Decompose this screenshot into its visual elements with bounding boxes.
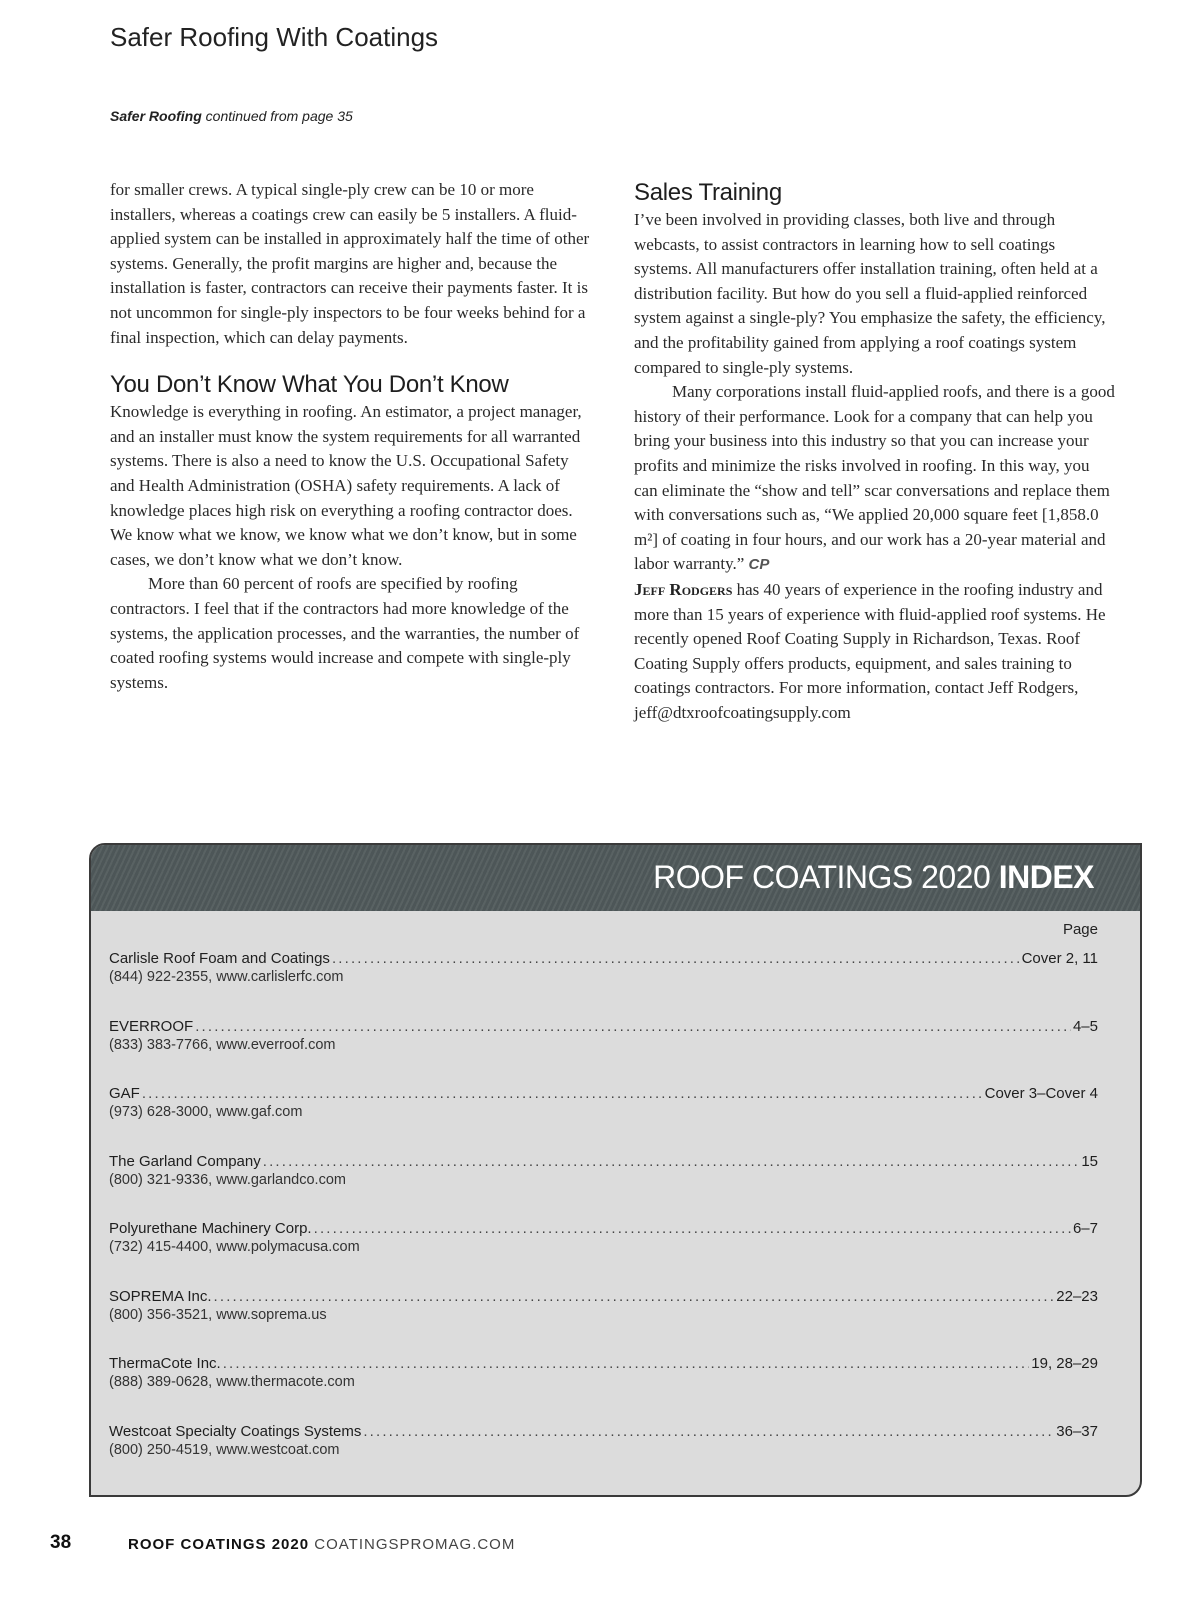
advertiser-page: Cover 2, 11 (1021, 950, 1098, 967)
advertiser-contact: (800) 321-9336, www.garlandco.com (109, 1171, 346, 1188)
dot-leader (332, 949, 1020, 968)
publication-name: ROOF COATINGS 2020 (128, 1536, 310, 1553)
advertiser-contact: (800) 250-4519, www.westcoat.com (109, 1441, 340, 1458)
left-paragraph-2: Knowledge is everything in roofing. An estimator, a project manager, and an installer must know the system requirements for all warranted systems. There is also a need to know the U.S. Occupational Safety and Health Administration (OSHA) safety requirements. A lack of knowledge places high risk on everything a roofing contractor does. We know what we know, we know what we don’t know, but in some cases, we don’t know what we don’t know. (110, 402, 582, 569)
advertiser-name: GAF (109, 1085, 140, 1102)
publication-site: COATINGSPROMAG.COM (314, 1536, 516, 1553)
dot-leader (263, 1152, 1080, 1171)
index-entry (109, 1017, 1098, 1085)
continued-note (110, 108, 353, 124)
index-entry (109, 1354, 1098, 1422)
page-number: 38 (50, 1532, 72, 1553)
continued-text: continued from page 35 (205, 108, 353, 124)
advertiser-page: 22–23 (1056, 1287, 1098, 1305)
advertiser-page: 19, 28–29 (1031, 1355, 1098, 1372)
advertiser-page: 4–5 (1072, 1017, 1098, 1035)
dot-leader (223, 1354, 1030, 1373)
advertiser-name: The Garland Company (109, 1152, 261, 1170)
advertiser-contact: (973) 628-3000, www.gaf.com (109, 1104, 303, 1120)
running-head: Safer Roofing With Coatings (110, 22, 439, 52)
advertiser-name: Carlisle Roof Foam and Coatings (109, 950, 330, 967)
index-entry (109, 1084, 1098, 1152)
advertiser-page: Cover 3–Cover 4 (984, 1085, 1098, 1102)
section-heading-knowledge: You Don’t Know What You Don’t Know (110, 371, 509, 399)
continued-title: Safer Roofing (110, 108, 202, 124)
author-name: Jeff Rodgers (634, 579, 733, 599)
advertiser-name: ThermaCote Inc. (109, 1355, 221, 1372)
page-column-label: Page (1062, 921, 1098, 938)
index-entry (109, 949, 1098, 1017)
right-column (634, 178, 1116, 725)
left-paragraph-1: for smaller crews. A typical single-ply crew can be 10 or more installers, whereas a coatings crew can easily be 5 installers. A fluid-applied system can be installed in approximately half the time of other systems. Generally, the profit margins are higher and, because the installation is faster, contractors can receive their payments faster. It is not uncommon for single-ply inspectors to be four weeks behind for a final inspection, which can delay payments. (110, 180, 590, 347)
left-column (110, 178, 592, 695)
author-bio-text: has 40 years of experience in the roofing industry and more than 15 years of experience with fluid-applied roof systems. He recently opened Roof Coating Supply in Richardson, Texas. Roof Coating Supply offers products, equipment, and sales training to coatings contractors. For more information, contact Jeff Rodgers, jeff@dtxroofcoatingsupply.com (634, 579, 1106, 722)
advertiser-name: EVERROOF (109, 1017, 194, 1035)
advertiser-contact: (732) 415-4400, www.polymacusa.com (109, 1239, 360, 1255)
index-title (653, 859, 1094, 896)
index-entry (109, 1152, 1098, 1220)
advertiser-page: 15 (1081, 1152, 1098, 1170)
advertiser-name: SOPREMA Inc. (109, 1287, 212, 1305)
end-mark: CP (748, 556, 770, 574)
index-title-light: ROOF COATINGS 2020 (653, 859, 991, 895)
footer-publication (128, 1536, 515, 1553)
index-entry (109, 1287, 1098, 1355)
left-paragraph-3: More than 60 percent of roofs are specified by roofing contractors. I feel that if the contractors had more knowledge of the systems, the application processes, and the warranties, the number of coated roofing systems would increase and compete with single-ply systems. (110, 574, 580, 692)
index-title-bold: INDEX (998, 859, 1094, 895)
right-paragraph-2-text: Many corporations install fluid-applied roofs, and there is a good history of their performance. Look for a company that can help you bring your business into this industry so that you can increase your profits and minimize the risks involved in roofing. In this way, you can eliminate the “show and tell” scar conversations and replace them with conversations such as, “We applied 20,000 square feet [1,858.0 m²] of coating in four hours, and our work has a 20-year material and labor warranty.” (634, 382, 1115, 574)
dot-leader (363, 1422, 1054, 1441)
dot-leader (314, 1219, 1071, 1238)
advertiser-page: 6–7 (1072, 1220, 1098, 1237)
dot-leader (142, 1084, 983, 1103)
advertiser-name: Polyurethane Machinery Corp. (109, 1220, 312, 1237)
dot-leader (214, 1287, 1055, 1306)
advertiser-contact: (844) 922-2355, www.carlislerfc.com (109, 969, 344, 985)
advertiser-page: 36–37 (1056, 1422, 1098, 1440)
author-bio (634, 578, 1116, 726)
section-heading-sales-training: Sales Training (634, 179, 782, 206)
right-paragraph-1: I’ve been involved in providing classes, both live and through webcasts, to assist contractors in learning how to sell coatings systems. All manufacturers offer installation training, often held at a distribution facility. But how do you sell a fluid-applied reinforced system against a single-ply? You emphasize the safety, the efficiency, and the profitability gained from applying a roof coatings system compared to single-ply systems. (634, 210, 1106, 377)
dot-leader (195, 1017, 1071, 1036)
index-entry (109, 1422, 1098, 1490)
advertiser-contact: (888) 389-0628, www.thermacote.com (109, 1374, 355, 1390)
advertiser-contact: (800) 356-3521, www.soprema.us (109, 1306, 327, 1323)
right-paragraph-2 (634, 380, 1116, 578)
index-entries (109, 949, 1098, 1489)
index-header (91, 845, 1140, 911)
advertiser-index (89, 843, 1142, 1497)
advertiser-contact: (833) 383-7766, www.everroof.com (109, 1036, 336, 1053)
index-entry (109, 1219, 1098, 1287)
advertiser-name: Westcoat Specialty Coatings Systems (109, 1422, 362, 1440)
